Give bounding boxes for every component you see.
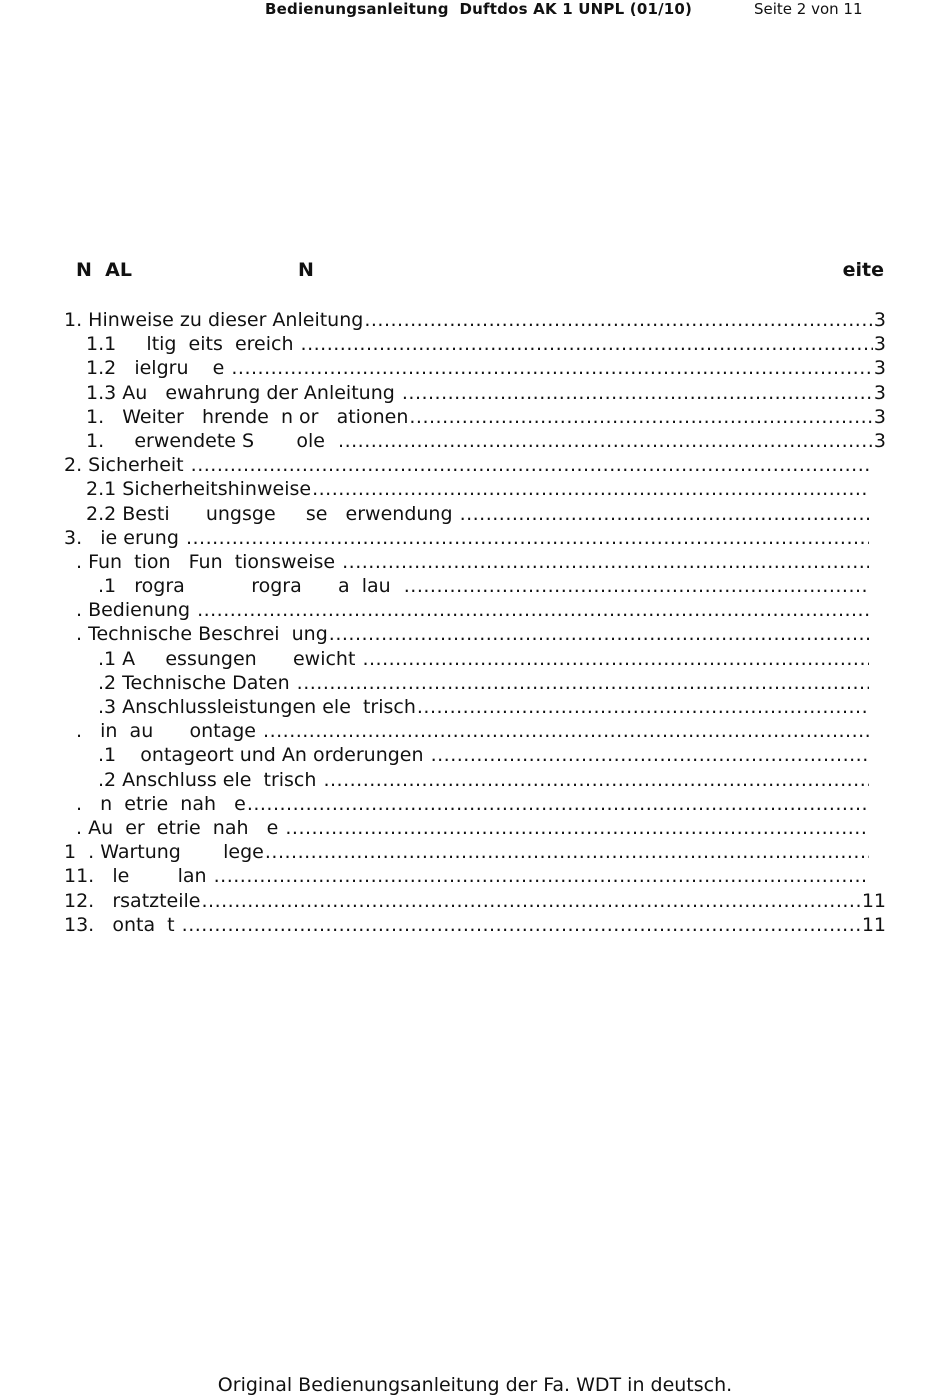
toc-leader-dots: [323, 768, 869, 792]
toc-entry-label: .2 Technische Daten: [98, 671, 296, 694]
toc-leader-dots: [362, 647, 869, 671]
toc-leader-dots: [417, 695, 869, 719]
toc-heading-left: N AL: [76, 259, 132, 281]
toc-entry[interactable]: [64, 356, 886, 380]
toc-entry-label: .1 A essungen ewicht: [98, 647, 362, 670]
toc-entry[interactable]: [64, 502, 886, 526]
toc-leader-dots: [409, 405, 873, 429]
toc-leader-dots: [197, 598, 869, 622]
toc-entry-label: 1. Hinweise zu dieser Anleitung: [64, 309, 364, 331]
toc-entry-label: 1. erwendete S ole: [86, 429, 338, 452]
toc-entry-label: .1 ontageort und An orderungen: [98, 744, 430, 767]
toc-leader-dots: [431, 743, 869, 767]
toc-entry[interactable]: [64, 671, 886, 695]
toc-entry[interactable]: [64, 381, 886, 405]
toc-entry[interactable]: [64, 913, 886, 937]
toc-heading: [76, 259, 884, 283]
toc-leader-dots: [312, 477, 869, 501]
page-header: [0, 0, 950, 22]
toc-leader-dots: [186, 526, 869, 550]
toc-entry-label: 1. Weiter hrende n or ationen: [86, 405, 409, 428]
toc-entry-page: 11: [861, 913, 886, 936]
toc-leader-dots: [460, 502, 869, 526]
toc-entry[interactable]: [64, 840, 886, 864]
table-of-contents: [64, 308, 886, 937]
toc-entry[interactable]: [64, 453, 886, 477]
toc-leader-dots: [285, 816, 869, 840]
toc-leader-dots: [297, 671, 869, 695]
toc-entry-label: 1.3 Au ewahrung der Anleitung: [86, 381, 401, 404]
toc-leader-dots: [247, 792, 869, 816]
toc-entry-label: 1 . Wartung lege: [64, 841, 264, 864]
toc-entry-label: 3. ie erung: [64, 526, 185, 549]
toc-entry-label: .3 Anschlussleistungen ele trisch: [98, 696, 416, 718]
toc-entry[interactable]: [64, 743, 886, 767]
toc-leader-dots: [404, 574, 869, 598]
toc-entry[interactable]: [64, 526, 886, 550]
toc-entry-label: . in au ontage: [76, 720, 263, 743]
page-footer: Original Bedienungsanleitung der Fa. WDT in deutsch.: [217, 1374, 733, 1396]
toc-entry-page: 3: [873, 381, 886, 404]
toc-entry-label: . n etrie nah e: [76, 792, 246, 815]
page-number: Seite 2 von 11: [754, 0, 863, 18]
toc-entry-label: . Au er etrie nah e: [76, 816, 285, 839]
toc-entry-label: 1.2 ielgru e: [86, 357, 231, 380]
toc-entry-page: 3: [873, 333, 886, 356]
toc-entry[interactable]: [64, 308, 886, 332]
toc-entry-label: 2. Sicherheit: [64, 454, 190, 477]
toc-entry-label: 13. onta t: [64, 913, 181, 936]
toc-entry[interactable]: [64, 574, 886, 598]
toc-entry[interactable]: [64, 429, 886, 453]
toc-entry-label: . Bedienung: [76, 599, 197, 622]
toc-leader-dots: [329, 622, 869, 646]
toc-leader-dots: [182, 913, 861, 937]
toc-leader-dots: [265, 840, 869, 864]
toc-entry-label: . Technische Beschrei ung: [76, 623, 328, 646]
toc-entry[interactable]: [64, 719, 886, 743]
toc-leader-dots: [402, 381, 873, 405]
toc-entry[interactable]: [64, 477, 886, 501]
toc-entry[interactable]: [64, 647, 886, 671]
toc-entry-page: 3: [873, 357, 886, 380]
toc-entry-page: 3: [873, 309, 886, 331]
toc-entry[interactable]: [64, 864, 886, 888]
toc-entry-label: .2 Anschluss ele trisch: [98, 768, 323, 791]
toc-entry-page: 11: [861, 889, 886, 912]
toc-entry-label: 12. rsatzteile: [64, 889, 201, 912]
toc-entry-label: 11. le lan: [64, 865, 213, 888]
toc-leader-dots: [301, 332, 873, 356]
toc-entry[interactable]: [64, 598, 886, 622]
toc-leader-dots: [231, 356, 873, 380]
toc-leader-dots: [191, 453, 869, 477]
toc-entry[interactable]: [64, 792, 886, 816]
toc-leader-dots: [342, 550, 869, 574]
toc-heading-middle: N: [298, 259, 314, 281]
toc-entry-label: 1.1 ltig eits ereich: [86, 333, 300, 356]
toc-entry[interactable]: [64, 332, 886, 356]
toc-heading-page: eite: [842, 259, 884, 281]
toc-entry[interactable]: [64, 768, 886, 792]
toc-leader-dots: [338, 429, 873, 453]
toc-entry-label: 2.2 Besti ungsge se erwendung: [86, 502, 459, 525]
toc-entry[interactable]: [64, 622, 886, 646]
toc-entry[interactable]: [64, 816, 886, 840]
toc-entry-page: 3: [873, 429, 886, 452]
toc-entry-label: . Fun tion Fun tionsweise: [76, 550, 342, 573]
toc-leader-dots: [263, 719, 869, 743]
toc-entry-label: 2.1 Sicherheitshinweise: [86, 478, 312, 501]
toc-entry[interactable]: [64, 889, 886, 913]
toc-leader-dots: [214, 864, 869, 888]
toc-entry[interactable]: [64, 405, 886, 429]
toc-leader-dots: [202, 889, 861, 913]
toc-entry-label: .1 rogra rogra a lau: [98, 575, 403, 598]
toc-entry[interactable]: [64, 695, 886, 719]
toc-entry[interactable]: [64, 550, 886, 574]
document-title: Bedienungsanleitung Duftdos AK 1 UNPL (01/10): [265, 0, 693, 18]
toc-leader-dots: [364, 308, 873, 332]
toc-entry-page: 3: [873, 405, 886, 428]
